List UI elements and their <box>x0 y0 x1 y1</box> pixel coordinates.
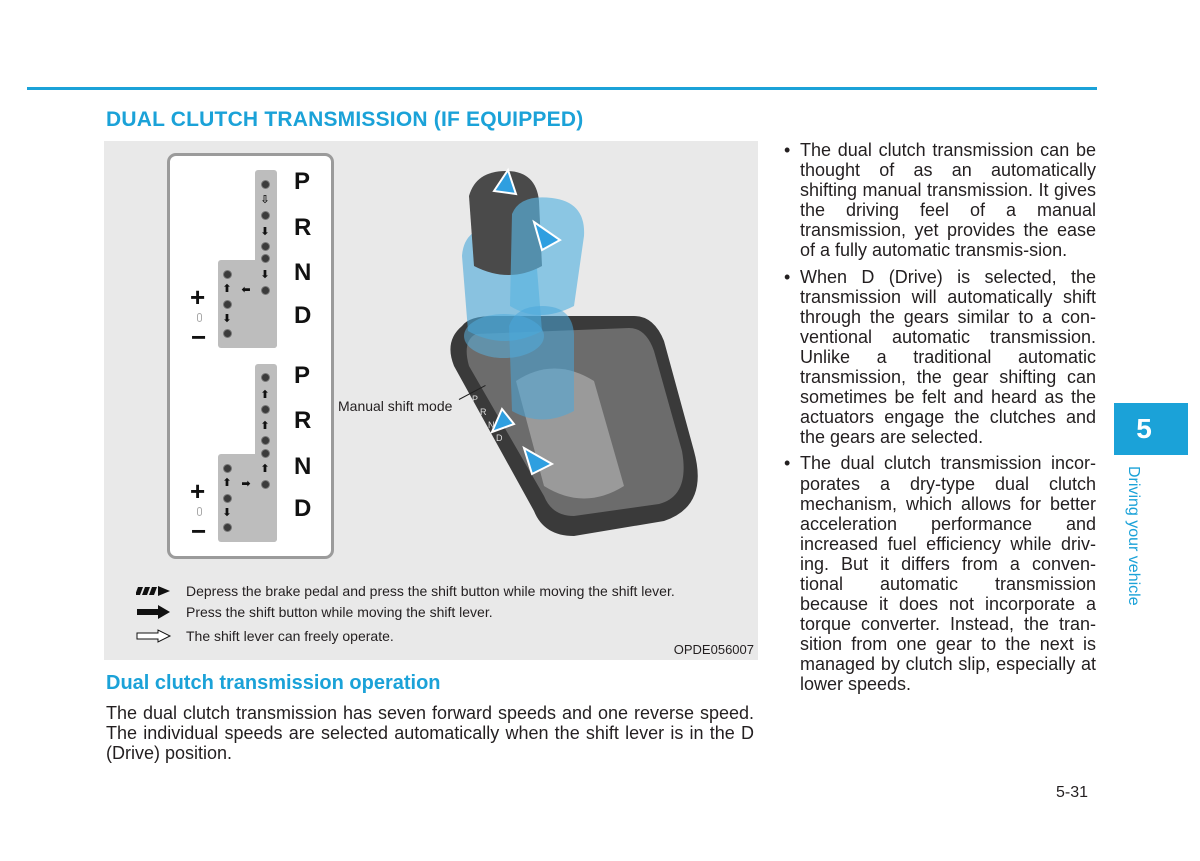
page-title: DUAL CLUTCH TRANSMISSION (IF EQUIPPED) <box>106 108 584 131</box>
gate-dot <box>261 242 270 251</box>
bullet-item: • When D (Drive) is selected, the transmission will automatically shift through the gears similar to a con-ventional automatic transmission. Unlike a traditional automatic transmission, the gear shifting can sometimes be felt and heard as the actuators engage the clutches and the gears are selected. <box>782 267 1096 448</box>
gate-dot <box>261 449 270 458</box>
gate-dot <box>261 405 270 414</box>
up-arrow-icon: ⬆ <box>222 477 232 489</box>
gate-dot <box>261 436 270 445</box>
outline-arrow-icon <box>136 629 172 643</box>
gear-r-upper: R <box>294 214 312 241</box>
legend-text: Depress the brake pedal and press the shift button while moving the shift lever. <box>186 583 675 599</box>
minus-sign-lower: − <box>191 516 207 546</box>
down-arrow-icon: ⬇ <box>260 269 270 281</box>
svg-text:P: P <box>472 394 479 404</box>
gate-dot <box>261 180 270 189</box>
gear-d-lower: D <box>294 495 312 522</box>
gate-dot <box>261 373 270 382</box>
up-arrow-icon: ⬆ <box>260 420 270 432</box>
legend-item <box>136 603 493 621</box>
chapter-tab <box>1114 403 1188 455</box>
gate-dot <box>261 286 270 295</box>
shift-lever-figure <box>104 141 758 660</box>
plus-sign-lower: + <box>190 476 206 506</box>
left-arrow-icon: ⬅ <box>241 284 251 296</box>
down-arrow-icon: ⬇ <box>260 226 270 238</box>
down-arrow-icon: ⬇ <box>222 313 232 325</box>
gate-dot <box>223 494 232 503</box>
manual-shift-mode-callout: Manual shift mode <box>338 398 453 414</box>
legend-text: The shift lever can freely operate. <box>186 628 394 644</box>
legend-item <box>136 582 675 600</box>
gate-dot <box>261 480 270 489</box>
page-number: 5-31 <box>1056 784 1089 801</box>
manual-indicator <box>197 313 202 322</box>
minus-sign-upper: − <box>191 322 207 352</box>
gate-dot <box>223 523 232 532</box>
shift-pattern-panel <box>167 153 334 559</box>
gear-p-lower: P <box>294 362 311 389</box>
svg-text:D: D <box>496 433 503 443</box>
gear-r-lower: R <box>294 407 312 434</box>
gate-dot <box>223 464 232 473</box>
gear-n-upper: N <box>294 259 312 286</box>
legend-text: Press the shift button while moving the shift lever. <box>186 604 493 620</box>
chapter-label <box>1124 466 1148 626</box>
right-arrow-icon: ➡ <box>241 478 251 490</box>
manual-indicator <box>197 507 202 516</box>
solid-arrow-icon <box>136 605 172 619</box>
down-arrow-icon: ⬇ <box>222 507 232 519</box>
svg-text:N: N <box>488 420 495 430</box>
gate-dot <box>223 329 232 338</box>
chapter-number: 5 <box>1136 413 1152 444</box>
bullet-list <box>782 140 1096 701</box>
plus-sign-upper: + <box>190 282 206 312</box>
striped-down-arrow-icon: ⇩ <box>260 194 270 206</box>
shift-lever-illustration <box>424 166 744 541</box>
figure-code: OPDE056007 <box>673 642 754 657</box>
gate-dot <box>261 254 270 263</box>
up-arrow-icon: ⬆ <box>260 389 270 401</box>
legend-item <box>136 627 394 645</box>
gate-dot <box>223 300 232 309</box>
gear-n-lower: N <box>294 453 312 480</box>
gate-dot <box>223 270 232 279</box>
top-rule <box>27 87 1097 90</box>
bullet-item: • The dual clutch transmission incor-porates a dry-type dual clutch mechanism, which allows for better acceleration performance and increased fuel efficiency while driv-ing. But it differs from a conven-tional automatic transmission because it does not incorporate a torque converter. Instead, the tran-sition from one gear to the next is managed by clutch slip, especially at lower speeds. <box>782 453 1096 694</box>
up-arrow-icon: ⬆ <box>260 463 270 475</box>
striped-arrow-icon <box>136 584 172 598</box>
body-paragraph: The dual clutch transmission has seven forward speeds and one reverse speed. The individual speeds are selected automatically when the shift lever is in the D (Drive) position. <box>106 703 754 763</box>
gear-d-upper: D <box>294 302 312 329</box>
svg-text:R: R <box>480 407 487 417</box>
up-arrow-icon: ⬆ <box>222 283 232 295</box>
chapter-label-text: Driving your vehicle <box>1125 466 1142 606</box>
bullet-item: • The dual clutch transmission can be thought of as an automatically shifting manual transmission. It gives the driving feel of a manual transmission, yet provides the ease of a fully automatic transmis-sion. <box>782 140 1096 261</box>
gear-p-upper: P <box>294 168 311 195</box>
section-heading: Dual clutch transmission operation <box>106 672 441 694</box>
gate-dot <box>261 211 270 220</box>
